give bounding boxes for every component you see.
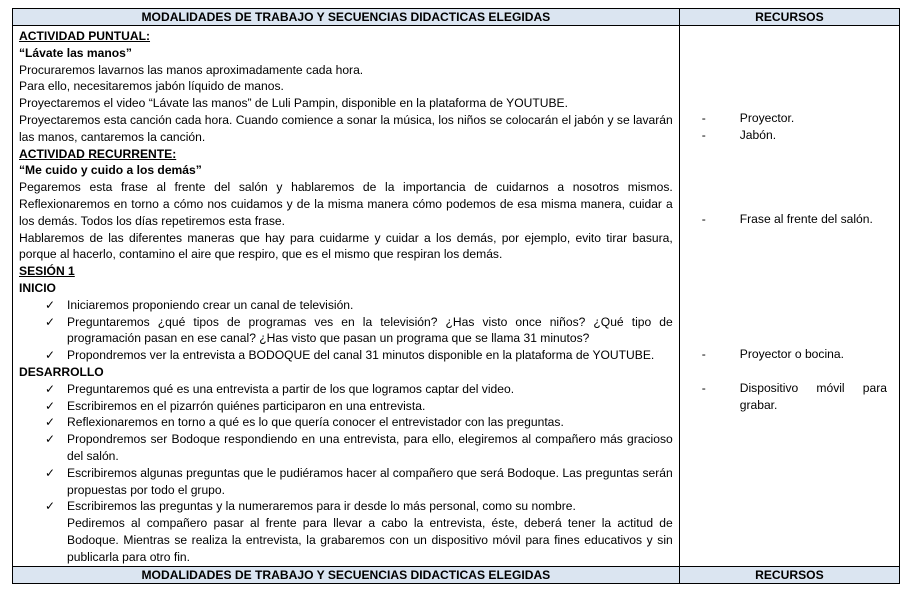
recurso-item: - Jabón. bbox=[701, 128, 777, 142]
paragraph: Procuraremos lavarnos las manos aproximadamente cada hora. bbox=[19, 62, 364, 77]
desarrollo-heading: DESARROLLO bbox=[19, 364, 104, 379]
table-body-row bbox=[13, 26, 900, 567]
recursos-cell bbox=[679, 26, 899, 567]
table-header-row bbox=[13, 9, 900, 26]
list-item: ✓ Propondremos ser Bodoque respondiendo en una entrevista, para ello, elegiremos al compañero más gracioso del salón. bbox=[45, 432, 673, 463]
actividad-recurrente-title: “Me cuido y cuido a los demás” bbox=[19, 163, 202, 178]
actividad-puntual-heading: ACTIVIDAD PUNTUAL: bbox=[19, 29, 151, 43]
paragraph: Pediremos al compañero pasar al frente para llevar a cabo la entrevista, éste, deberá tener la actitud de Bodoque. Mientras se realiza la entrevista, la grabaremos con un dispositivo móvil para fines educativos y sin publicarla para otro fin. bbox=[67, 516, 673, 564]
check-icon: ✓ bbox=[45, 432, 56, 447]
header-modalidades: MODALIDADES DE TRABAJO Y SECUENCIAS DIDACTICAS ELEGIDAS bbox=[13, 9, 680, 26]
list-item: ✓ Escribiremos en el pizarrón quiénes participaron en una entrevista. bbox=[45, 398, 426, 413]
recurso-item: - Proyector o bocina. bbox=[701, 347, 844, 361]
table-footer-row bbox=[13, 567, 900, 584]
list-item: ✓ Iniciaremos proponiendo crear un canal de televisión. bbox=[45, 297, 354, 312]
recurso-item: - Dispositivo móvil para grabar. bbox=[701, 381, 887, 412]
recurso-item: - Proyector. bbox=[701, 111, 795, 125]
list-item: ✓ Escribiremos las preguntas y la numeraremos para ir desde lo más personal, como su nombre. Pediremos al compañero pasar al frente para llevar a cabo la entrevista, éste, deberá tener la actitud de Bodoque. Mientras se realiza la entrevista, la grabaremos con un dispositivo móvil para fines educativos y sin publicarla para otro fin. bbox=[45, 499, 673, 564]
check-icon: ✓ bbox=[45, 465, 56, 480]
list-item: ✓ Escribiremos algunas preguntas que le pudiéramos hacer al compañero que será Bodoque. Las preguntas serán propuestas por todo el grupo. bbox=[45, 465, 673, 497]
check-icon: ✓ bbox=[45, 348, 56, 363]
list-item: ✓ Reflexionaremos en torno a qué es lo que quería conocer el entrevistador con las preguntas. bbox=[45, 415, 564, 430]
check-icon: ✓ bbox=[45, 415, 56, 430]
check-icon: ✓ bbox=[45, 314, 56, 329]
inicio-list bbox=[19, 297, 673, 364]
list-item: ✓ Propondremos ver la entrevista a BODOQUE del canal 31 minutos disponible en la plataforma de YOUTUBE. bbox=[45, 348, 655, 363]
paragraph: Para ello, necesitaremos jabón líquido de manos. bbox=[19, 79, 284, 94]
paragraph: Hablaremos de las diferentes maneras que hay para cuidarme y cuidar a los demás, por ejemplo, evito tirar basura, porque al hacerlo, contamino el aire que respiro, que es el mismo que respiran los demás. bbox=[19, 230, 673, 262]
check-icon: ✓ bbox=[45, 499, 56, 514]
check-icon: ✓ bbox=[45, 398, 56, 413]
planning-table bbox=[12, 8, 900, 584]
list-item: ✓ Preguntaremos ¿qué tipos de programas ves en la televisión? ¿Has visto once niños? ¿Qué tipo de programación pasan en ese canal? ¿Has visto que pasan un programa que se llama 31 minutos? bbox=[45, 314, 673, 346]
check-icon: ✓ bbox=[45, 381, 56, 396]
header-recursos: RECURSOS bbox=[679, 9, 899, 26]
modalidades-cell bbox=[13, 26, 680, 567]
recurso-item: - Frase al frente del salón. bbox=[701, 212, 873, 226]
footer-modalidades: MODALIDADES DE TRABAJO Y SECUENCIAS DIDACTICAS ELEGIDAS bbox=[13, 567, 680, 584]
paragraph: Proyectaremos el video “Lávate las manos” de Luli Pampin, disponible en la plataforma de YOUTUBE. bbox=[19, 96, 568, 111]
list-item: ✓ Preguntaremos qué es una entrevista a partir de los que logramos captar del video. bbox=[45, 381, 515, 396]
check-icon: ✓ bbox=[45, 297, 56, 312]
dash-bullet: - bbox=[701, 212, 706, 226]
desarrollo-list bbox=[19, 381, 673, 566]
dash-bullet: - bbox=[701, 347, 706, 361]
recursos-list bbox=[686, 26, 893, 566]
footer-recursos: RECURSOS bbox=[679, 567, 899, 584]
actividad-recurrente-heading: ACTIVIDAD RECURRENTE: bbox=[19, 146, 177, 161]
actividad-puntual-title: “Lávate las manos” bbox=[19, 45, 132, 60]
paragraph: Pegaremos esta frase al frente del salón y hablaremos de la importancia de cuidarnos a nosotros mismos. Reflexionaremos en torno a cómo nos cuidamos y de la misma manera cómo podemos de esa misma manera, cuidar a los demás. Todos los días repetiremos esta frase. bbox=[19, 180, 673, 228]
dash-bullet: - bbox=[701, 128, 706, 142]
dash-bullet: - bbox=[701, 111, 706, 125]
dash-bullet: - bbox=[701, 381, 706, 395]
inicio-heading: INICIO bbox=[19, 280, 56, 295]
paragraph: Proyectaremos esta canción cada hora. Cuando comience a sonar la música, los niños se colocarán el jabón y se lavarán las manos, cantaremos la canción. bbox=[19, 112, 673, 144]
sesion-heading: SESIÓN 1 bbox=[19, 264, 75, 279]
